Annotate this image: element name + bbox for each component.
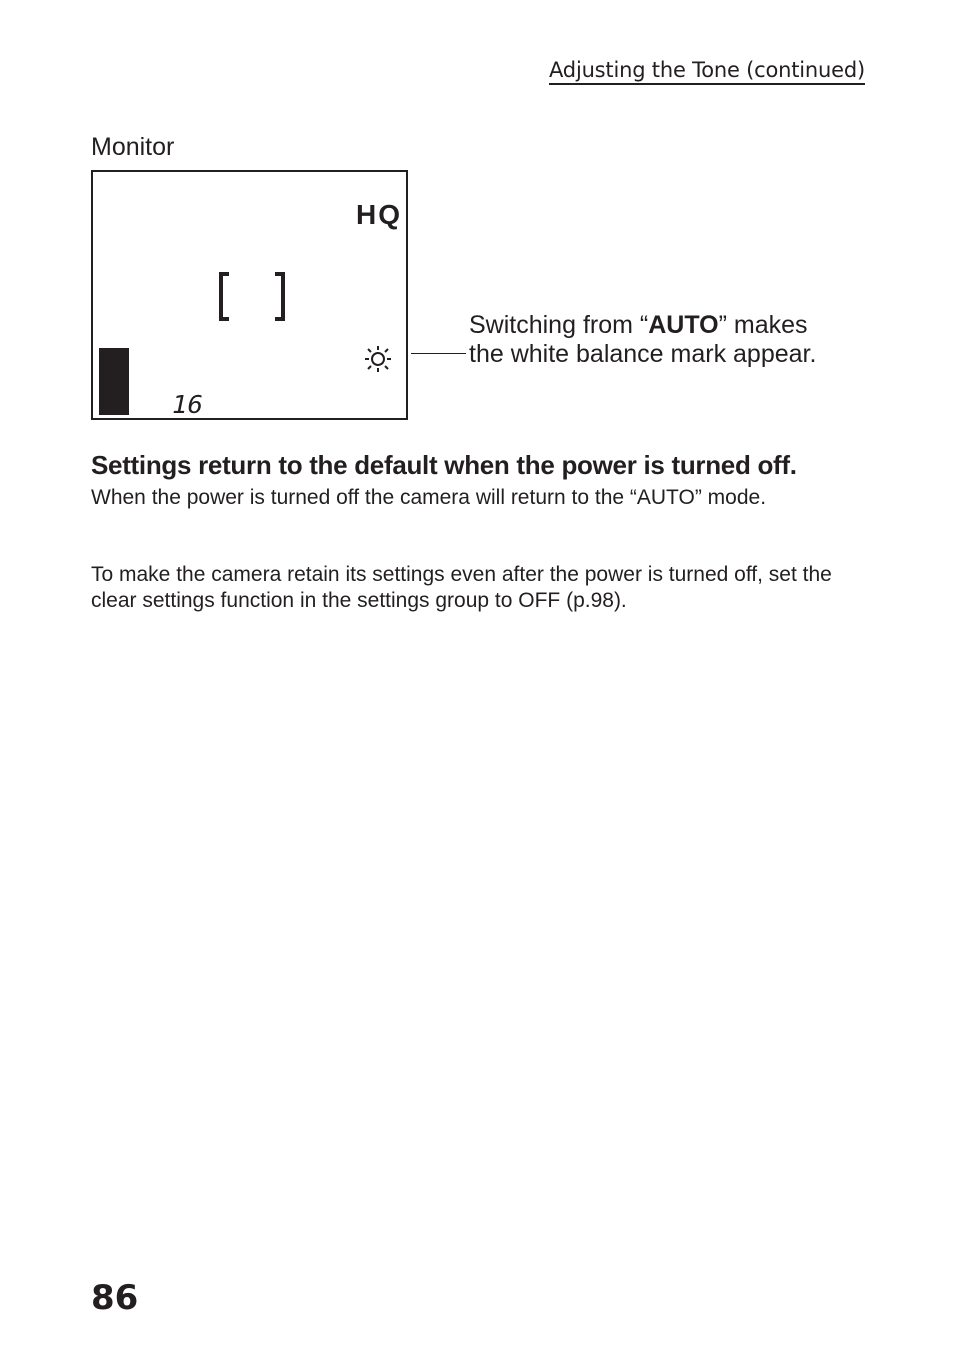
battery-indicator-icon xyxy=(99,348,129,415)
page-number: 86 xyxy=(91,1278,139,1318)
svg-text:16: 16 xyxy=(172,392,203,416)
monitor-display xyxy=(91,170,408,420)
body-paragraph: When the power is turned off the camera will return to the “AUTO” mode. xyxy=(91,486,767,509)
callout-text: Switching from “AUTO” makes the white balance mark appear. xyxy=(469,311,817,368)
quality-indicator: HQ xyxy=(356,199,402,230)
body-paragraph: To make the camera retain its settings even after the power is turned off, set the clear settings function in the settings group to OFF (p.98). xyxy=(91,563,832,612)
focus-bracket-icon xyxy=(217,272,287,322)
shots-remaining-counter xyxy=(172,392,206,416)
figure-label: Monitor xyxy=(91,133,175,161)
callout-leader-line xyxy=(411,353,466,354)
section-heading: Settings return to the default when the power is turned off. xyxy=(91,450,797,480)
callout-emphasis: AUTO xyxy=(648,311,719,339)
running-head: Adjusting the Tone (continued) xyxy=(549,58,865,85)
sun-icon xyxy=(363,344,393,374)
